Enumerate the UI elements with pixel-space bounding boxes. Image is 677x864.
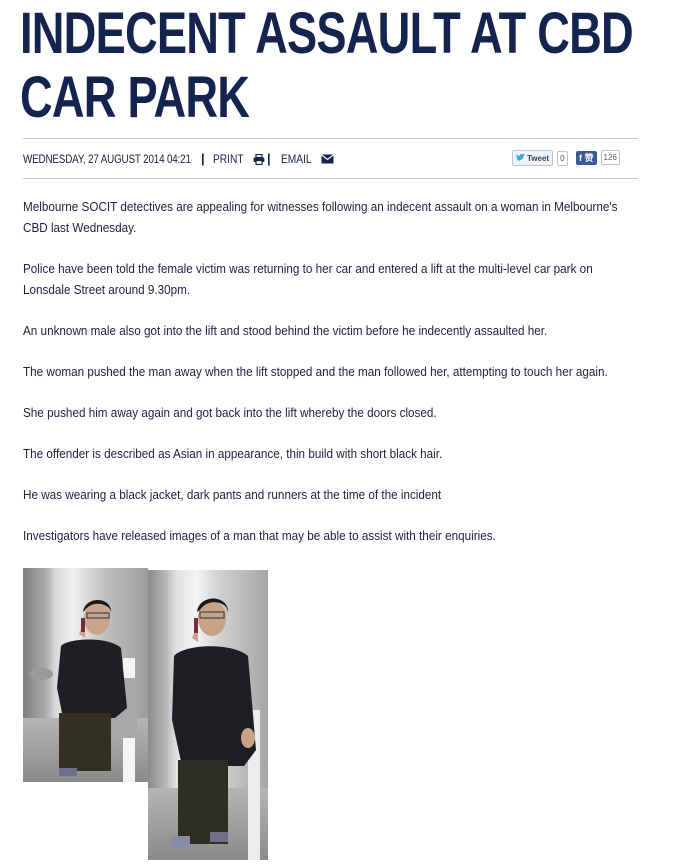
printer-icon (253, 154, 265, 165)
article-meta-bar (23, 150, 638, 170)
meta-divider (23, 178, 638, 179)
facebook-button[interactable] (576, 151, 597, 165)
separator: | (201, 151, 205, 166)
headline-line-2: CAR PARK (20, 65, 250, 130)
paragraph: The offender is described as Asian in appearance, thin build with short black hair. (23, 446, 443, 461)
facebook-share[interactable] (576, 150, 620, 165)
paragraph: Melbourne SOCIT detectives are appealing for witnesses following an indecent assault on a woman in Melbourne's CBD last Wednesday. (23, 199, 618, 235)
paragraph: He was wearing a black jacket, dark pants and runners at the time of the incident (23, 487, 442, 502)
envelope-icon (321, 154, 334, 164)
top-divider (23, 138, 638, 139)
suspect-cctv-image (148, 570, 268, 860)
email-label: EMAIL (281, 152, 312, 166)
article-headline (20, 1, 633, 130)
tweet-button[interactable] (512, 150, 553, 166)
facebook-icon: f 赞 (579, 153, 594, 163)
tweet-share[interactable] (512, 150, 568, 166)
print-link[interactable] (213, 152, 265, 166)
paragraph: Investigators have released images of a man that may be able to assist with their enquiries. (23, 528, 496, 543)
print-label: PRINT (213, 152, 244, 166)
headline-line-1: INDECENT ASSAULT AT CBD (20, 1, 633, 66)
facebook-count: 126 (601, 150, 620, 165)
paragraph: Police have been told the female victim was returning to her car and entered a lift at the multi-level car park on Lonsdale Street around 9.30pm. (23, 261, 593, 297)
suspect-cctv-image (23, 568, 148, 782)
publish-date: WEDNESDAY, 27 AUGUST 2014 04:21 (23, 152, 191, 166)
paragraph: She pushed him away again and got back into the lift whereby the doors closed. (23, 405, 437, 420)
tweet-label: Tweet (527, 153, 550, 163)
paragraph: An unknown male also got into the lift and stood behind the victim before he indecently assaulted her. (23, 323, 548, 338)
tweet-count: 0 (557, 151, 567, 166)
separator: | (267, 151, 271, 166)
article-body (23, 196, 638, 546)
twitter-bird-icon (516, 154, 525, 162)
email-link[interactable] (281, 152, 334, 166)
paragraph: The woman pushed the man away when the lift stopped and the man followed her, attempting to touch her again. (23, 364, 608, 379)
